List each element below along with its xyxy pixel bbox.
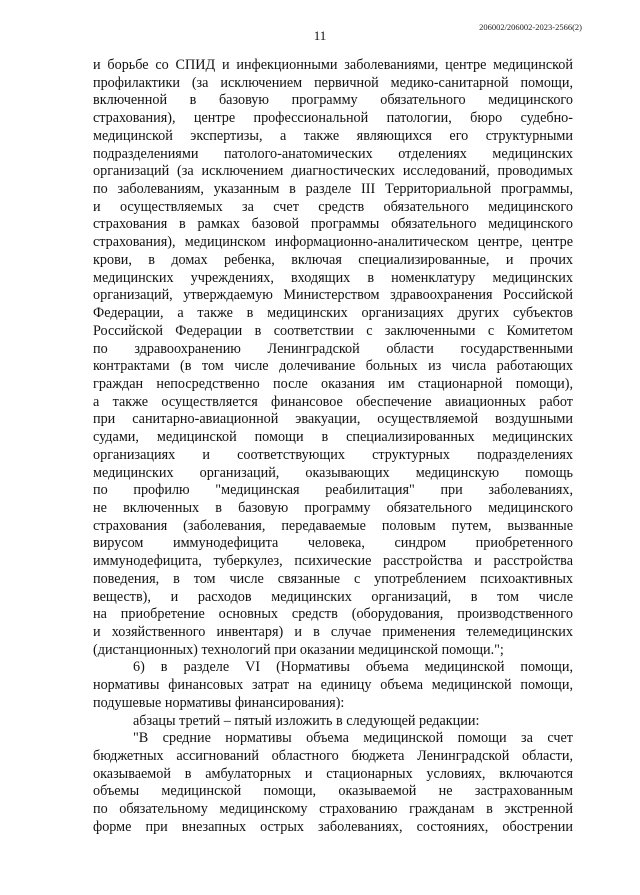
text-line: веществ), и расходов медицинских организаций, в том числе — [93, 588, 573, 605]
page-number: 11 — [313, 28, 327, 43]
text-line: при санитарно-авиационной эвакуации, осуществляемой воздушными — [93, 411, 573, 428]
text-line: судами, медицинской помощи в специализированных медицинских — [93, 429, 573, 446]
text-line: нормативы финансовых затрат на единицу объема медицинской помощи, — [93, 677, 573, 694]
text-line: медицинских организаций, оказывающих медицинскую помощь — [93, 464, 573, 481]
text-line: организаций, утверждаемую Министерством здравоохранения Российской — [93, 287, 573, 304]
text-line: по заболеваниям, указанным в разделе III Территориальной программы, — [93, 181, 573, 198]
text-line: страхования), центре профессиональной патологии, бюро судебно- — [93, 110, 573, 127]
text-line: объемы медицинской помощи, оказываемой не застрахованным — [93, 783, 573, 800]
text-line: по здравоохранению Ленинградской области государственными — [93, 340, 573, 357]
text-line: бюджетных ассигнований областного бюджета Ленинградской области, — [93, 748, 573, 765]
text-line: включенной в базовую программу обязательного медицинского — [93, 92, 573, 109]
text-line: граждан непосредственно после оказания им стационарной помощи), — [93, 375, 573, 392]
text-line: и хозяйственного инвентаря) и в случае применения телемедицинских — [93, 624, 573, 640]
text-line: страхования в рамках базовой программы обязательного медицинского — [93, 216, 573, 233]
text-line: и борьбе со СПИД и инфекционными заболеваниями, центре медицинской — [93, 57, 573, 73]
text-line: и осуществляемых за счет средств обязательного медицинского — [93, 198, 573, 215]
text-line: поведения, в том числе связанные с употреблением психоактивных — [93, 570, 573, 587]
text-line: абзацы третий – пятый изложить в следующей редакции: — [133, 712, 480, 729]
text-line: не включенных в базовую программу обязательного медицинского — [93, 499, 573, 516]
text-line: по обязательному медицинскому страхованию гражданам в экстренной — [93, 801, 573, 818]
text-line: организаций (за исключением диагностических исследований, проводимых — [93, 163, 573, 180]
text-line: форме при внезапных острых заболеваниях, состояниях, обострении — [93, 818, 573, 835]
text-line: по профилю "медицинская реабилитация" при заболеваниях, — [93, 482, 573, 499]
text-line: иммунодефицита, туберкулез, психические расстройства и расстройства — [93, 553, 573, 570]
text-line: подушевые нормативы финансирования): — [93, 694, 345, 711]
body-text — [93, 57, 573, 837]
text-line: профилактики (за исключением первичной медико-санитарной помощи, — [93, 74, 573, 91]
text-line: организациях и соответствующих структурных подразделениях — [93, 446, 573, 463]
text-line: 6) в разделе VI (Нормативы объема медицинской помощи, — [133, 659, 573, 676]
text-line: медицинских учреждениях, входящих в номенклатуру медицинских — [93, 269, 573, 286]
text-line: контрактами (в том числе долечивание больных из числа работающих — [93, 358, 573, 375]
text-line: подразделениями патолого-анатомических отделениях медицинских — [93, 145, 573, 162]
text-line: "В средние нормативы объема медицинской помощи за счет — [133, 730, 573, 747]
text-line: а также осуществляется финансовое обеспечение авиационных работ — [93, 393, 573, 410]
text-line: оказываемой в амбулаторных и стационарных условиях, включаются — [93, 765, 573, 782]
text-line: страхования (заболевания, передаваемые половым путем, вызванные — [93, 517, 573, 534]
text-line: Федерации, а также в медицинских организациях других субъектов — [93, 305, 573, 322]
text-line: медицинской экспертизы, а также являющихся его структурными — [93, 127, 573, 144]
text-line: на приобретение основных средств (оборудования, производственного — [93, 606, 573, 623]
text-line: вирусом иммунодефицита человека, синдром приобретенного — [93, 535, 573, 552]
document-number: 206002/206002-2023-2566(2) — [479, 22, 582, 32]
text-line: (дистанционных) технологий при оказании медицинской помощи."; — [93, 641, 504, 658]
text-line: Российской Федерации в соответствии с заключенными с Комитетом — [93, 322, 573, 339]
text-line: крови, в домах ребенка, включая специализированные, и прочих — [93, 251, 573, 268]
text-line: страхования), медицинском информационно-аналитическом центре, центре — [93, 234, 573, 251]
